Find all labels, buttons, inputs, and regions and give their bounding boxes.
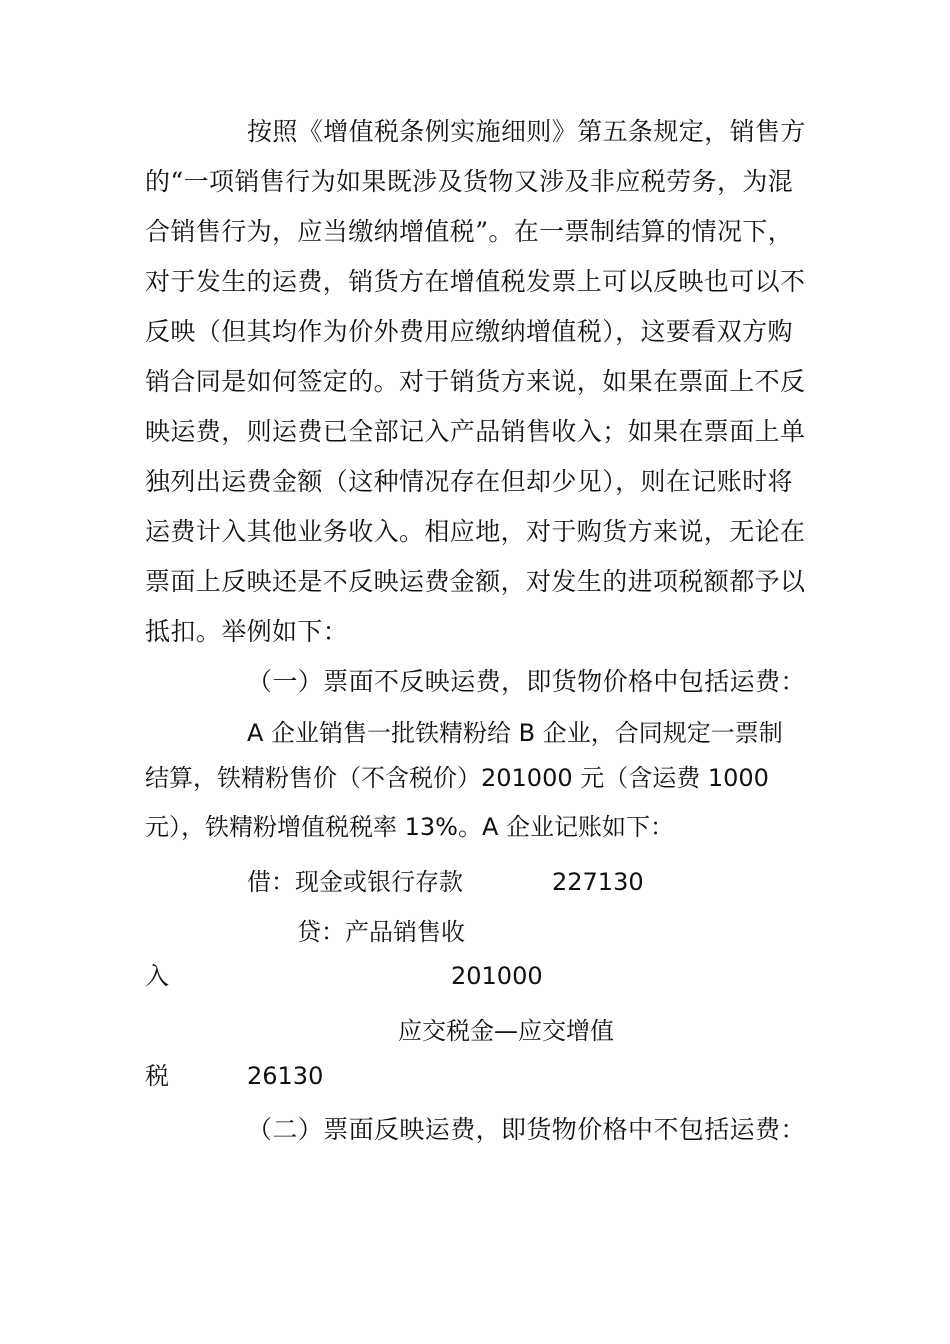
journal-credit1-label-wrap: 入 bbox=[145, 962, 169, 990]
paragraph-line: 票面上反映还是不反映运费金额，对发生的进项税额都予以 bbox=[145, 567, 806, 596]
example-line: 元），铁精粉增值税税率 13%。A 企业记账如下： bbox=[145, 813, 675, 841]
section-heading-1: （一）票面不反映运费，即货物价格中包括运费： bbox=[247, 667, 806, 696]
journal-debit-label: 借：现金或银行存款 bbox=[247, 868, 463, 896]
example-line: 结算，铁精粉售价（不含税价）201000 元（含运费 1000 bbox=[145, 764, 769, 792]
paragraph-line: 映运费，则运费已全部记入产品销售收入；如果在票面上单 bbox=[145, 417, 806, 446]
journal-credit1-amount: 201000 bbox=[451, 962, 543, 990]
journal-credit1-label: 贷：产品销售收 bbox=[297, 918, 465, 946]
paragraph-line: 合销售行为，应当缴纳增值税”。在一票制结算的情况下， bbox=[145, 217, 794, 246]
paragraph-line: 按照《增值税条例实施细则》第五条规定，销售方 bbox=[247, 117, 806, 146]
paragraph-line: 运费计入其他业务收入。相应地，对于购货方来说，无论在 bbox=[145, 517, 806, 546]
paragraph-line: 对于发生的运费，销货方在增值税发票上可以反映也可以不 bbox=[145, 267, 806, 296]
paragraph-line: 的“一项销售行为如果既涉及货物又涉及非应税劳务，为混 bbox=[145, 167, 794, 196]
paragraph-line: 独列出运费金额（这种情况存在但却少见），则在记账时将 bbox=[145, 467, 793, 496]
journal-credit2-amount: 26130 bbox=[247, 1062, 324, 1090]
journal-credit2-label: 应交税金—应交增值 bbox=[398, 1017, 614, 1045]
journal-credit2-label-wrap: 税 bbox=[145, 1062, 169, 1090]
paragraph-line: 反映（但其均作为价外费用应缴纳增值税），这要看双方购 bbox=[145, 317, 793, 346]
example-line: A 企业销售一批铁精粉给 B 企业，合同规定一票制 bbox=[247, 719, 783, 747]
journal-debit-amount: 227130 bbox=[552, 868, 644, 896]
paragraph-line: 销合同是如何签定的。对于销货方来说，如果在票面上不反 bbox=[145, 367, 806, 396]
paragraph-line: 抵扣。举例如下： bbox=[145, 617, 349, 646]
section-heading-2: （二）票面反映运费，即货物价格中不包括运费： bbox=[247, 1115, 806, 1144]
